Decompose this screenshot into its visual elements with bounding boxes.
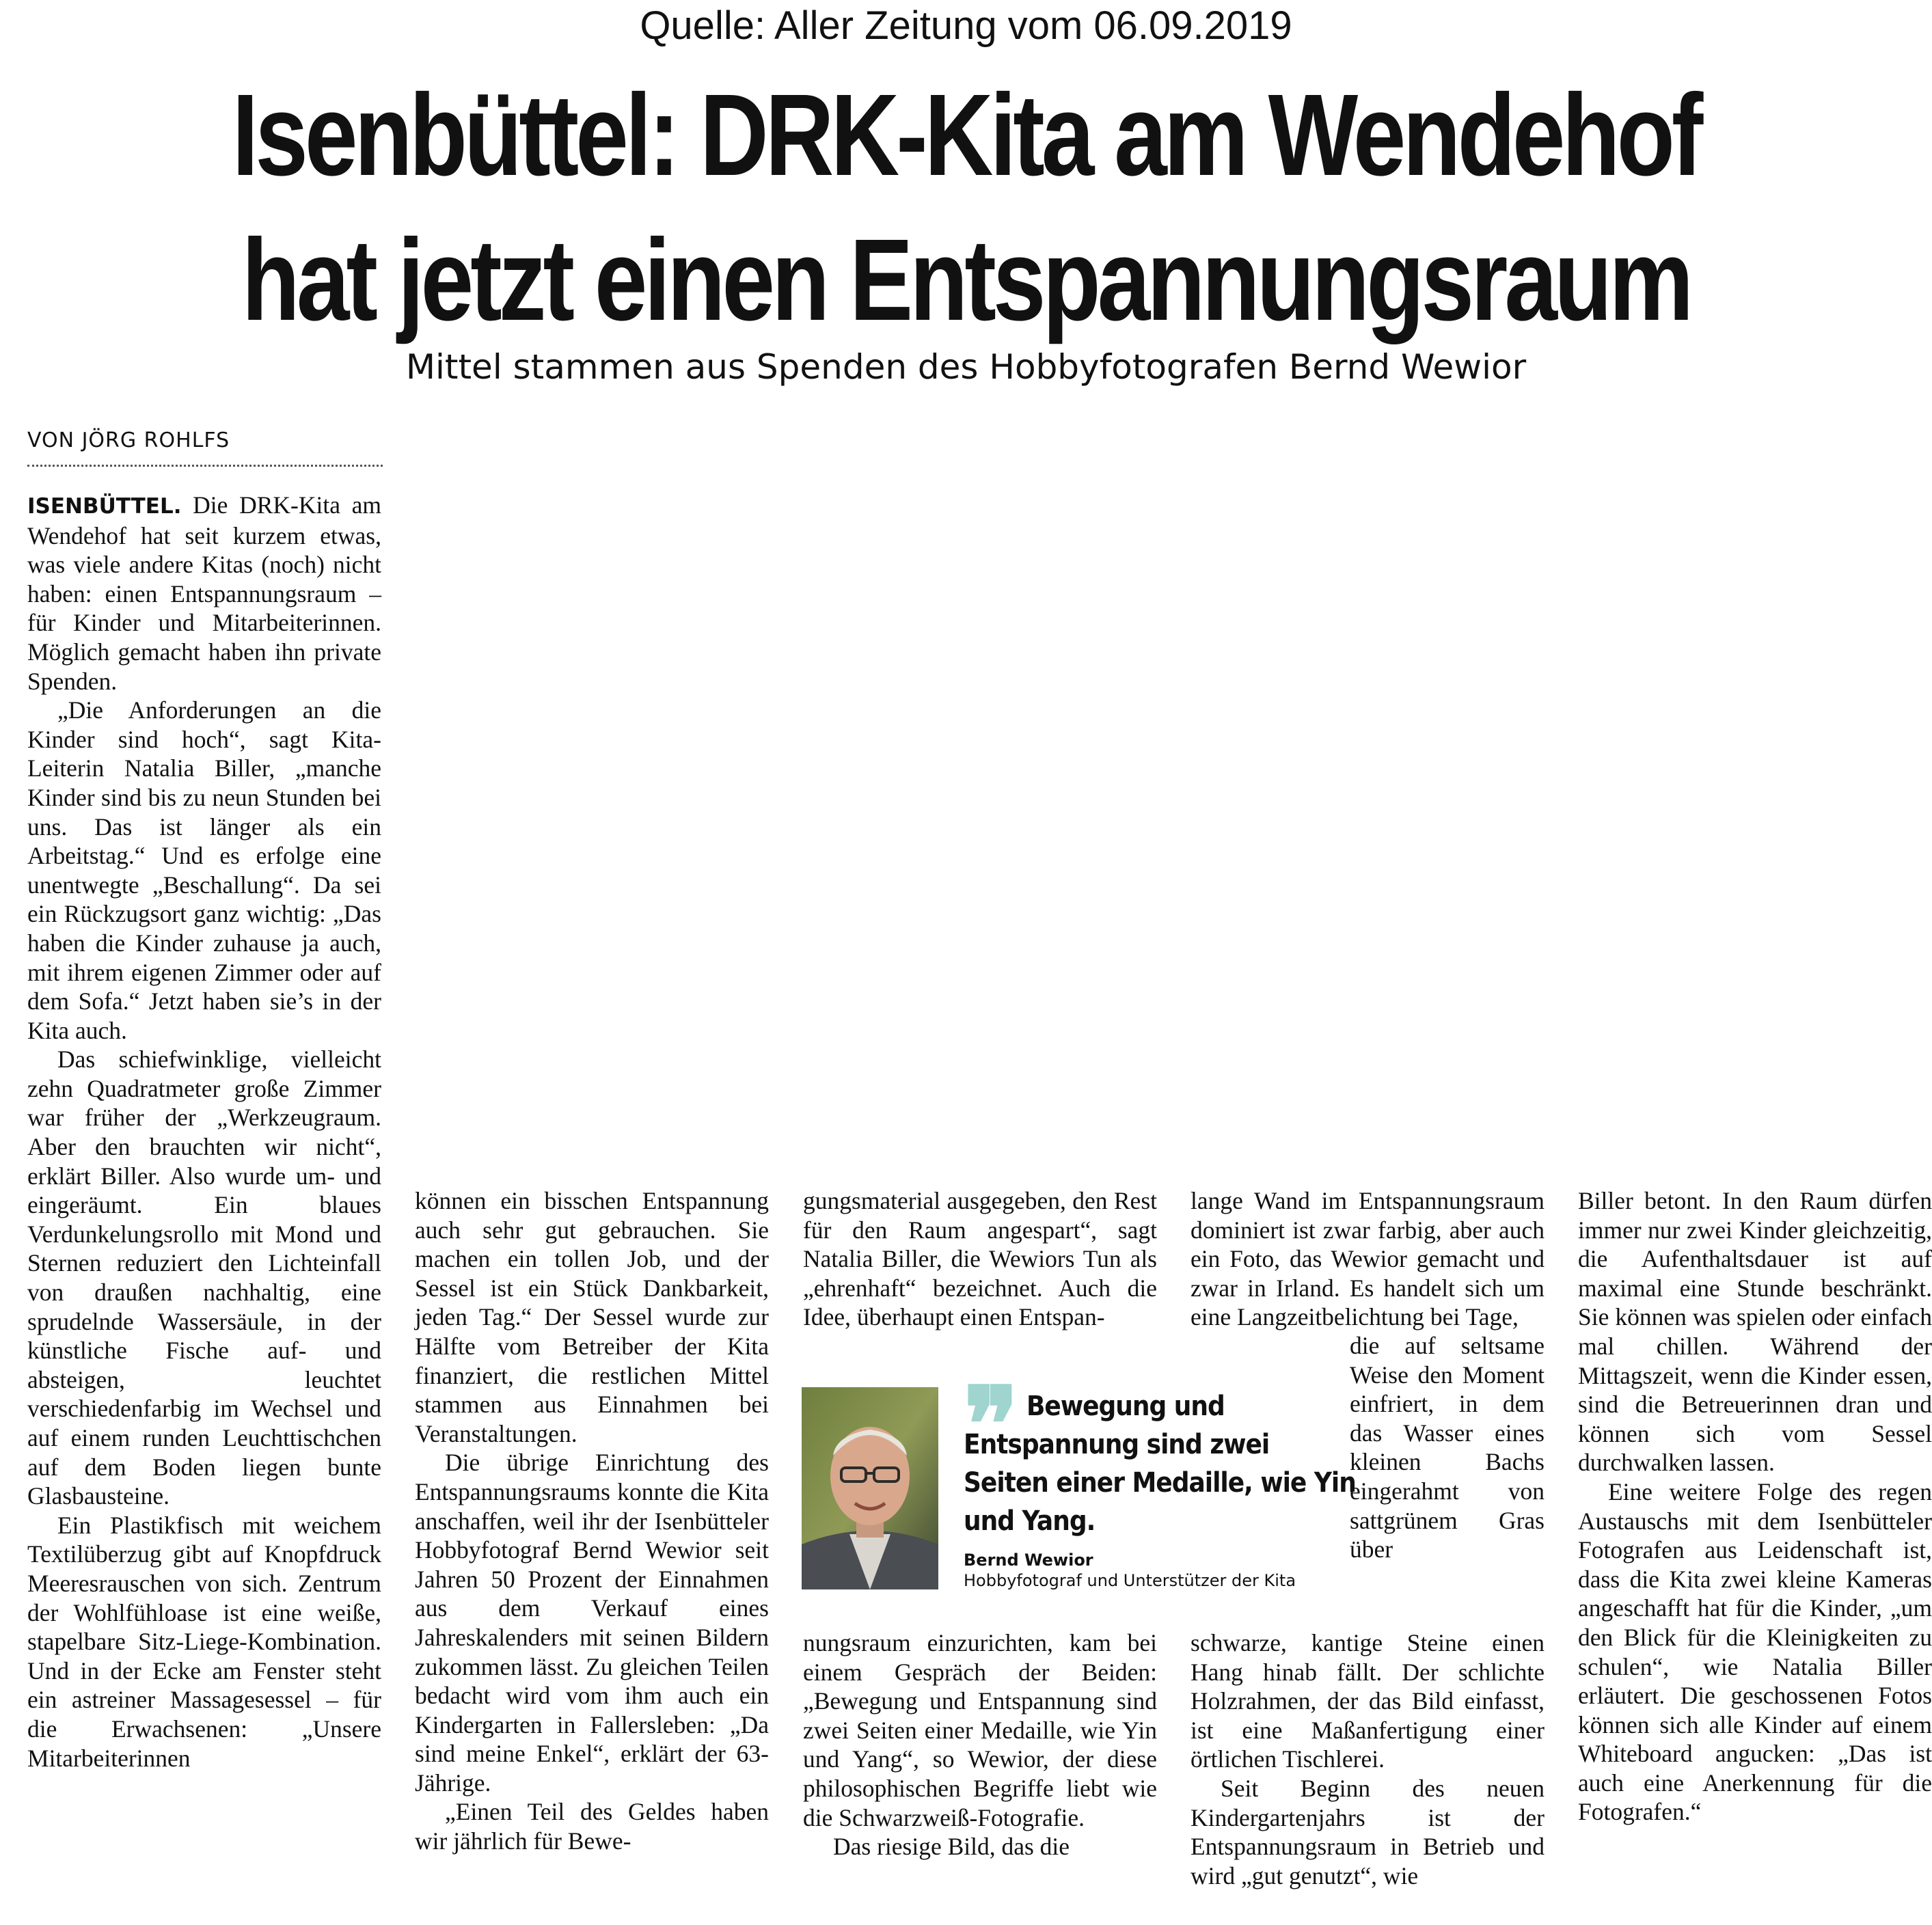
article-column-2: [415, 1186, 769, 1856]
paragraph: Ein Plastikfisch mit weichem Textilüberzug gibt auf Knopfdruck Meeresrauschen von sich. Zentrum der Wohlfühloase ist eine weiße, stapelbare Sitz-Liege-Kombination. Und in der Ecke am Fenster steht ein astreiner Massagesessel – für die Erwachsenen: „Unsere Mitarbeiterinnen: [27, 1511, 381, 1772]
byline-divider: [27, 465, 383, 467]
article-column-1: [27, 491, 381, 1773]
paragraph: Die übrige Einrichtung des Entspannungsraums konnte die Kita anschaffen, weil ihr der Isenbütteler Hobbyfotograf Bernd Wewior seit Jahren 50 Prozent der Einnahmen aus dem Verkauf eines Jahreskalenders mit seinen Bildern zukommen lässt. Zu gleichen Teilen bedacht wird vom ihm auch ein Kindergarten in Fallersleben: „Da sind meine Enkel“, erklärt der 63-Jährige.: [415, 1449, 769, 1797]
paragraph: können ein bisschen Entspannung auch sehr gut gebrauchen. Sie machen ein tollen Job, und der Sessel ist ein Stück Dankbarkeit, jeden Tag.“ Der Sessel wurde zur Hälfte vom Betreiber der Kita finanziert, die restlichen Mittel stammen aus Einnahmen bei Veranstaltungen.: [415, 1187, 769, 1447]
paragraph: nungsraum einzurichten, kam bei einem Gespräch der Beiden: „Bewegung und Entspannung sind zwei Seiten einer Medaille, wie Yin und Yang“, so Wewior, der diese philosophischen Begriffe liebt wie die Schwarzweiß-Fotografie.: [803, 1629, 1157, 1831]
pull-quote-text: Bewegung und Entspannung sind zwei Seiten einer Medaille, wie Yin und Yang.: [964, 1391, 1356, 1537]
paragraph: gungsmaterial ausgegeben, den Rest für den Raum angespart“, sagt Natalia Biller, die Wewiors Tun als „ehrenhaft“ bezeichnet. Auch die Idee, überhaupt einen Entspan-: [803, 1187, 1157, 1331]
paragraph: die auf seltsame Weise den Moment einfriert, in dem das Wasser eines kleinen Bachs eingerahmt von sattgrünem Gras über: [1350, 1332, 1545, 1564]
headline-line-1: Isenbüttel: DRK-Kita am Wendehof: [232, 70, 1700, 200]
portrait-photo: [802, 1387, 938, 1589]
paragraph: Biller betont. In den Raum dürfen immer nur zwei Kinder gleichzeitig, die Aufenthaltsdauer ist auf maximal eine Stunde beschränkt. Sie können was spielen oder einfach mal chillen. Während der Mittagszeit, wenn die Kinder essen, sind die Betreuerinnen dran und können sich vom Sessel durchwalken lassen.: [1578, 1187, 1932, 1477]
paragraph: Seit Beginn des neuen Kindergartenjahrs ist der Entspannungsraum in Betrieb und wird „gut genutzt“, wie: [1191, 1774, 1545, 1889]
paragraph: Eine weitere Folge des regen Austauschs mit dem Isenbütteler Fotografen aus Leidenschaft ist, dass die Kita zwei kleine Kameras angeschafft hat für die Kinder, „um den Blick für die Kleinigkeiten zu schulen“, wie Natalia Biller erläutert. Die geschossenen Fotos können sich alle Kinder auf einem Whiteboard angucken: „Das ist auch eine Anerkennung für die Fotografen.“: [1578, 1477, 1932, 1826]
headline-line-2: hat jetzt einen Entspannungsraum: [241, 215, 1691, 345]
paragraph-text: Die DRK-Kita am Wendehof hat seit kurzem etwas, was viele andere Kitas (noch) nicht haben: einen Entspannungsraum – für Kinder und Mitarbeiterinnen. Möglich gemacht haben ihn private Spenden.: [27, 491, 381, 695]
dateline: ISENBÜTTEL.: [27, 494, 182, 519]
quote-mark-icon: ❞: [964, 1365, 1009, 1485]
pull-quote-name: Bernd Wewior: [964, 1551, 1093, 1570]
article-column-4-bottom: [1191, 1628, 1545, 1890]
paragraph: Das riesige Bild, das die: [833, 1833, 1070, 1861]
pull-quote-role: Hobbyfotograf und Unterstützer der Kita: [964, 1571, 1296, 1590]
article-column-4-top: [1191, 1186, 1545, 1332]
article-column-4-narrow: [1350, 1331, 1545, 1564]
paragraph: „Die Anforderungen an die Kinder sind hoch“, sagt Kita-Leiterin Natalia Biller, „manche Kinder sind bis zu neun Stunden bei uns. Das ist länger als ein Arbeitstag.“ Und es erfolge eine unentwegte „Beschallung“. Da sei ein Rückzugsort ganz wichtig: „Das haben die Kinder zuhause ja auch, mit ihrem eigenen Zimmer oder auf dem Sofa.“ Jetzt haben sie’s in der Kita auch.: [27, 696, 381, 1044]
article-column-3-bottom: [803, 1628, 1157, 1861]
article-column-3-top: [803, 1186, 1157, 1332]
paragraph: Das schiefwinklige, vielleicht zehn Quadratmeter große Zimmer war früher der „Werkzeugraum. Aber den brauchten wir nicht“, erklärt Biller. Also wurde um- und eingeräumt. Ein blaues Verdunkelungsrollo mit Mond und Sternen reduziert den Lichteinfall von draußen nachhaltig, eine sprudelnde Wassersäule, in der künstliche Fische auf- und absteigen, leuchtet verschiedenfarbig im Wechsel und auf einem runden Leuchttischchen auf dem Boden liegen bunte Glasbausteine.: [27, 1046, 381, 1510]
paragraph: lange Wand im Entspannungsraum dominiert ist zwar farbig, aber auch ein Foto, das Wewior gemacht und zwar in Irland. Es handelt sich um eine Langzeitbelichtung bei Tage,: [1191, 1187, 1545, 1331]
portrait-image: [802, 1387, 938, 1589]
paragraph: „Einen Teil des Geldes haben wir jährlich für Bewe-: [415, 1798, 769, 1855]
paragraph: [27, 491, 381, 696]
source-line: Quelle: Aller Zeitung vom 06.09.2019: [640, 3, 1292, 48]
article-column-5: [1578, 1186, 1932, 1827]
paragraph: schwarze, kantige Steine einen Hang hinab fällt. Der schlichte Holzrahmen, der das Bild einfasst, ist eine Maßanfertigung einer örtlichen Tischlerei.: [1191, 1629, 1545, 1773]
byline: VON JÖRG ROHLFS: [27, 428, 230, 452]
headline: [174, 63, 1758, 353]
subheadline: Mittel stammen aus Spenden des Hobbyfotografen Bernd Wewior: [405, 347, 1527, 387]
